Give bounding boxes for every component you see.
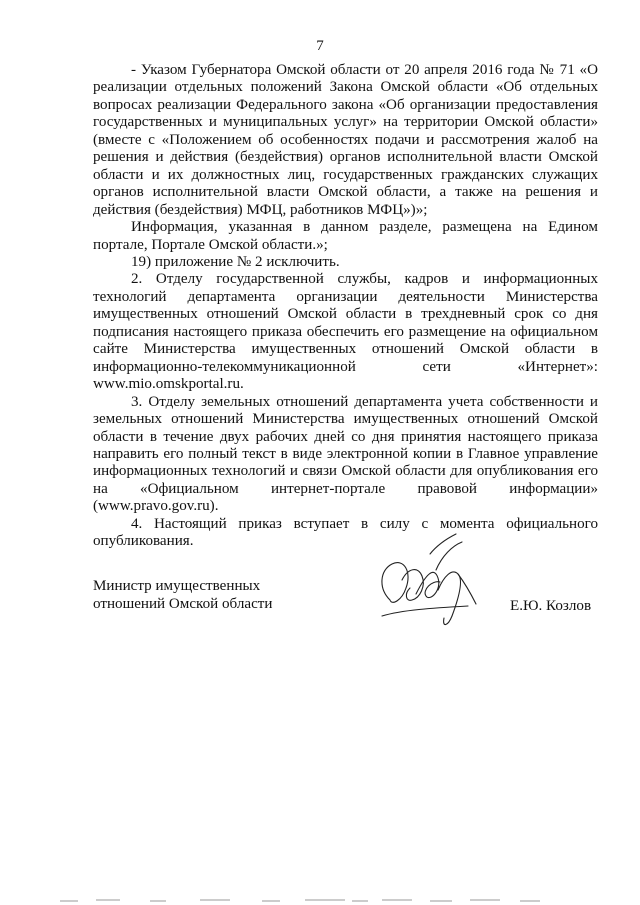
paragraph-item-4: 4. Настоящий приказ вступает в силу с момента официального опубликования. (93, 515, 598, 550)
paragraph-decree-reference: - Указом Губернатора Омской области от 20 апреля 2016 года № 71 «О реализации отдельных положений Закона Омской области «Об отдельных вопросах реализации Федерального закона «Об организации предоставления государственных и муниципальных услуг» на территории Омской области» (вместе с «Положением об особенностях подачи и рассмотрения жалоб на решения и действия (бездействия) органов исполнительной власти Омской области и их должностных лиц, государственных гражданских служащих органов исполнительной власти Омской области, а также на решения и действия (бездействия) МФЦ, работников МФЦ»)»; (93, 62, 598, 218)
signatory-position-line-2: отношений Омской области (93, 596, 273, 612)
document-body (93, 62, 598, 551)
scan-edge-artifact (0, 895, 640, 905)
signatory-position-line-1: Министр имущественных (93, 578, 261, 594)
paragraph-information-note: Информация, указанная в данном разделе, размещена на Едином портале, Портале Омской области.»; (93, 219, 598, 253)
paragraph-item-19: 19) приложение № 2 исключить. (131, 253, 340, 270)
paragraph-item-2: 2. Отделу государственной службы, кадров и информационных технологий департамента организации деятельности Министерства имущественных отношений Омской области в трехдневный срок со дня подписания настоящего приказа обеспечить его размещение на официальном сайте Министерства имущественных отношений Омской области в информационно-телекоммуникационной сети «Интернет»: www.mio.omskportal.ru. (93, 271, 598, 393)
handwritten-signature (372, 530, 487, 632)
signatory-position (93, 577, 272, 613)
signatory-name: Е.Ю. Козлов (510, 598, 592, 614)
paragraph-item-3: 3. Отделу земельных отношений департамента учета собственности и земельных отношений Министерства имущественных отношений Омской области в течение двух рабочих дней со дня принятия настоящего приказа направить его полный текст в виде электронной копии в Главное управление информационных технологий и связи Омской области для опубликования его на «Официальном интернет-портале правовой информации» (www.pravo.gov.ru). (93, 393, 598, 515)
page-number: 7 (316, 38, 324, 54)
